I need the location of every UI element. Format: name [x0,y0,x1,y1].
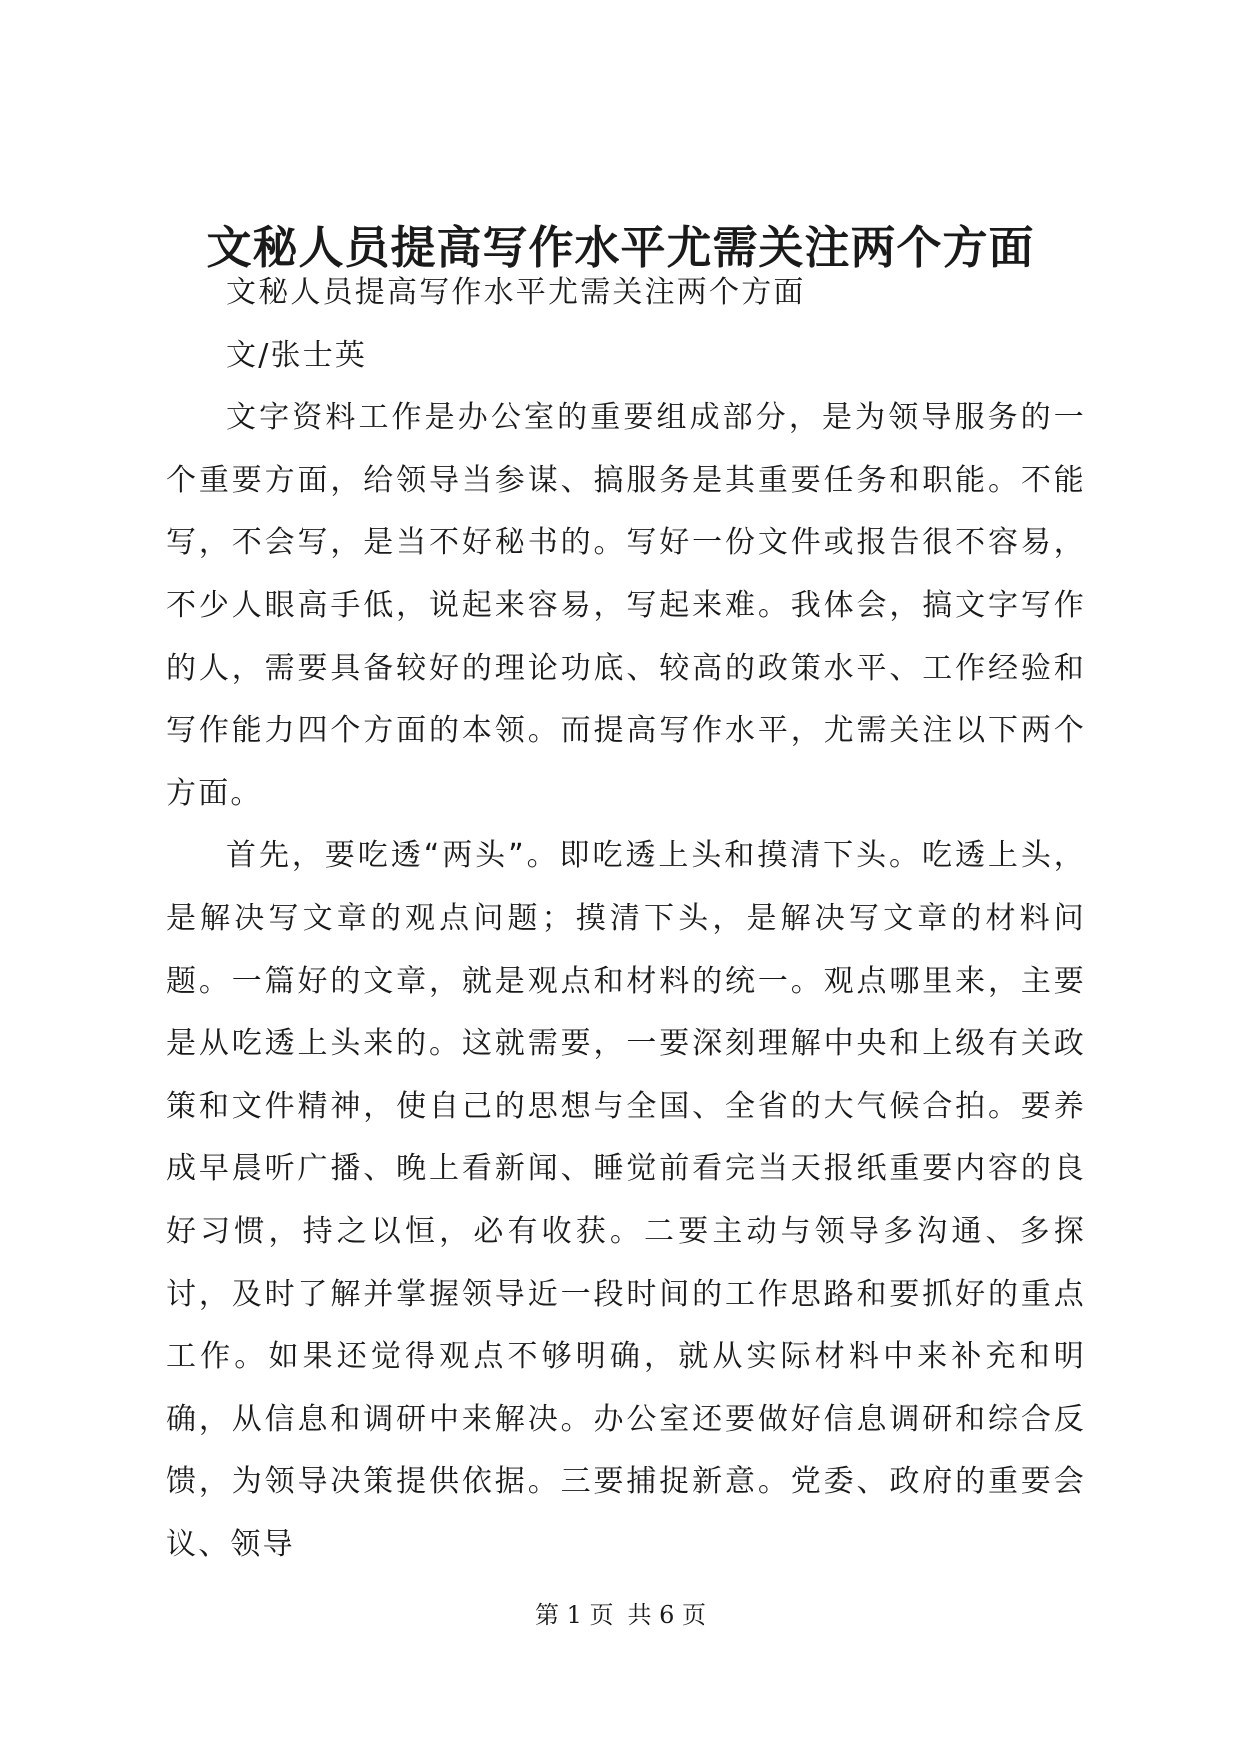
subtitle-paragraph: 文秘人员提高写作水平尤需关注两个方面 [226,275,806,310]
page-total: 共 6 页 [627,1601,707,1629]
page-number: 第 1 页 [534,1601,614,1629]
page-footer [0,1600,1241,1630]
document-title: 文秘人员提高写作水平尤需关注两个方面 [206,221,1035,274]
author-byline: 文/张士英 [226,337,368,373]
body-paragraph: 文字资料工作是办公室的重要组成部分，是为领导服务的一个重要方面，给领导当参谋、搞服务是其重要任务和职能。不能写，不会写，是当不好秘书的。写好一份文件或报告很不容易，不少人眼高手低，说起来容易，写起来难。我体会，搞文字写作的人，需要具备较好的理论功底、较高的政策水平、工作经验和写作能力四个方面的本领。而提高写作水平，尤需关注以下两个方面。 [166,400,1086,811]
document-body [166,262,1086,1576]
body-paragraph: 首先，要吃透“两头”。即吃透上头和摸清下头。吃透上头，是解决写文章的观点问题；摸清下头，是解决写文章的材料问题。一篇好的文章，就是观点和材料的统一。观点哪里来，主要是从吃透上头来的。这就需要，一要深刻理解中央和上级有关政策和文件精神，使自己的思想与全国、全省的大气候合拍。要养成早晨听广播、晚上看新闻、睡觉前看完当天报纸重要内容的良好习惯，持之以恒，必有收获。二要主动与领导多沟通、多探讨，及时了解并掌握领导近一段时间的工作思路和要抓好的重点工作。如果还觉得观点不够明确，就从实际材料中来补充和明确，从信息和调研中来解决。办公室还要做好信息调研和综合反馈，为领导决策提供依据。三要捕捉新意。党委、政府的重要会议、领导 [166,838,1086,1562]
